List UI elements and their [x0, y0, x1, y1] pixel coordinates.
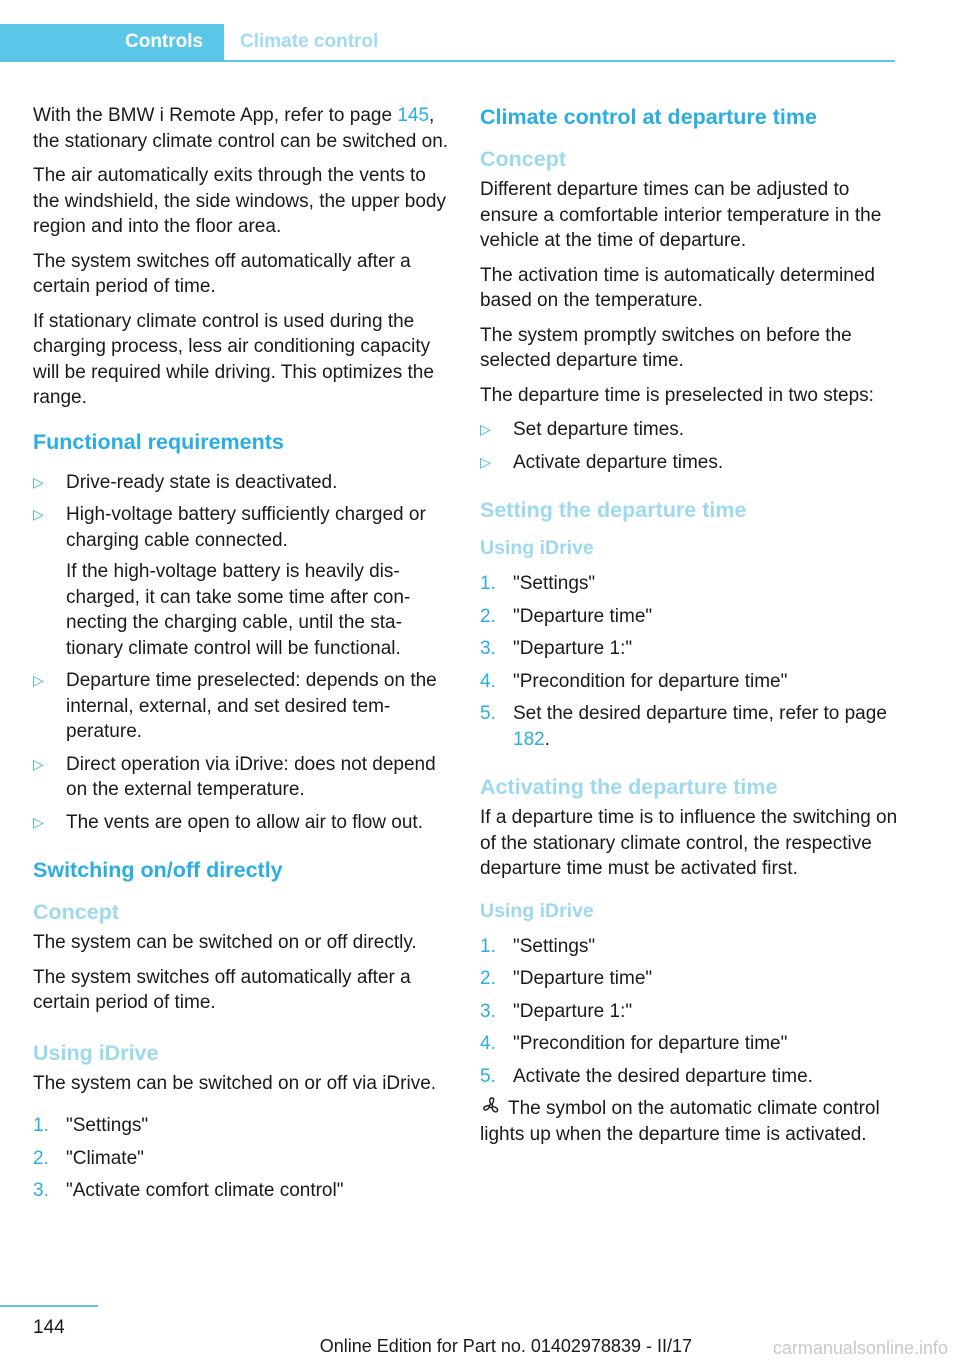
step-number: 5.: [480, 703, 496, 724]
using-idrive-heading-left: Using iDrive: [33, 1040, 159, 1065]
list-item: 2. "Departure time": [480, 966, 898, 992]
step-number: 3.: [480, 1000, 496, 1022]
setting-idrive-heading: Using iDrive: [480, 537, 594, 559]
list-item: ▷ Set departure times.: [480, 417, 898, 443]
intro-paragraph-1: With the BMW i Remote App, refer to page 145, the stationary climate control can be switched on.: [33, 105, 449, 152]
concept-heading-right: Concept: [480, 147, 566, 171]
step-number: 1.: [480, 935, 496, 957]
intro-paragraph-2: The air automatically exits through the vents to the windshield, the side windows, the upper body region and into the floor area.: [33, 165, 446, 237]
step-number: 3.: [33, 1180, 49, 1201]
list-item: 2. "Climate": [33, 1146, 451, 1172]
bullet-triangle-icon: ▷: [33, 755, 44, 772]
step-number: 4.: [480, 670, 496, 692]
list-item: ▷ High-voltage battery sufficiently charged or charging cable connected. If the high-voltage battery is heavily discharged, it can take some time after connecting the charging cable, until the stationary climate control will be functional.: [33, 502, 451, 661]
step-number: 1.: [33, 1115, 49, 1136]
bullet-triangle-icon: ▷: [33, 813, 44, 830]
list-item: 1. "Settings": [33, 1113, 451, 1139]
subsection-tab[interactable]: Climate control: [240, 31, 379, 52]
concept-paragraph-1: The system can be switched on or off directly.: [33, 932, 417, 953]
step-number: 2.: [480, 605, 496, 627]
bullet-triangle-icon: ▷: [33, 506, 44, 522]
step-number: 3.: [480, 638, 496, 659]
departure-concept-paragraph-3: The system promptly switches on before the selected departure time.: [480, 324, 852, 371]
departure-time-heading: Climate control at departure time: [480, 105, 817, 129]
footer-rule: [0, 1305, 98, 1307]
list-item: ▷ Drive-ready state is deactivated.: [33, 470, 451, 496]
departure-concept-paragraph-2: The activation time is automatically determined based on the temperature.: [480, 264, 875, 311]
list-item: 5. Set the desired departure time, refer to page 182.: [480, 703, 887, 750]
bullet-triangle-icon: ▷: [33, 473, 44, 490]
bullet-triangle-icon: ▷: [480, 453, 491, 470]
activating-steps-list: [480, 934, 898, 1090]
list-item: ▷ Direct operation via iDrive: does not depend on the external temperature.: [33, 753, 436, 800]
fan-icon: [480, 1096, 502, 1116]
right-column: [480, 103, 898, 1156]
activating-idrive-heading: Using iDrive: [480, 899, 594, 922]
departure-concept-paragraph-4: The departure time is preselected in two steps:: [480, 384, 874, 406]
list-item: ▷ The vents are open to allow air to flow out.: [33, 810, 451, 836]
list-item: 3. "Departure 1:": [480, 636, 898, 662]
idrive-paragraph: The system can be switched on or off via iDrive.: [33, 1072, 437, 1094]
watermark-text: carmanualsonline.info: [772, 1338, 948, 1358]
switching-heading: Switching on/off directly: [33, 858, 283, 882]
idrive-steps-list: [33, 1113, 451, 1204]
list-item: 1. "Settings": [480, 571, 898, 597]
list-item: 4. "Precondition for departure time": [480, 1031, 898, 1057]
departure-concept-paragraph-1: Different departure times can be adjusted to ensure a comfortable interior temperature in the vehicle at the time of departure.: [480, 179, 882, 251]
activating-departure-heading: Activating the departure time: [480, 775, 778, 799]
page-number: 144: [33, 1317, 65, 1338]
departure-steps-list: [480, 417, 898, 475]
list-item: 2. "Departure time": [480, 604, 898, 630]
list-item: ▷ Departure time preselected: depends on the internal, external, and set desired temperature.: [33, 670, 437, 742]
functional-requirements-heading: Functional requirements: [33, 429, 284, 454]
page-link-145[interactable]: 145: [397, 105, 430, 126]
step-number: 1.: [480, 573, 496, 594]
left-column: [33, 103, 451, 1211]
header-rule: [0, 60, 895, 62]
section-tab[interactable]: Controls: [0, 24, 224, 60]
symbol-note: The symbol on the automatic climate control lights up when the departure time is activated.: [480, 1098, 880, 1145]
list-item: 3. "Departure 1:": [480, 999, 898, 1025]
step-number: 2.: [480, 968, 496, 989]
functional-requirements-list: [33, 470, 451, 836]
activating-paragraph: If a departure time is to influence the switching on of the stationary climate control, the respective departure time must be activated first.: [480, 807, 898, 879]
list-item-note: If the high-voltage battery is heavily discharged, it can take some time after connecting the charging cable, until the stationary climate control will be functional.: [66, 561, 411, 659]
list-item: 1. "Settings": [480, 934, 898, 960]
page-header: [0, 24, 895, 62]
setting-departure-heading: Setting the departure time: [480, 498, 747, 522]
concept-paragraph-2: The system switches off automatically after a certain period of time.: [33, 966, 411, 1013]
setting-steps-list: [480, 571, 898, 752]
step-number: 2.: [33, 1147, 49, 1169]
intro-paragraph-3: The system switches off automatically after a certain period of time.: [33, 250, 411, 297]
bullet-triangle-icon: ▷: [480, 421, 491, 437]
page-link-182[interactable]: 182: [513, 728, 545, 750]
list-item: 5. Activate the desired departure time.: [480, 1064, 898, 1090]
intro-paragraph-4: If stationary climate control is used during the charging process, less air conditioning capacity will be required while driving. This optimizes the range.: [33, 310, 434, 408]
step-number: 5.: [480, 1065, 496, 1087]
bullet-triangle-icon: ▷: [33, 672, 44, 688]
list-item: 3. "Activate comfort climate control": [33, 1178, 451, 1204]
edition-text: Online Edition for Part no. 01402978839 - II/17: [319, 1336, 692, 1356]
step-number: 4.: [480, 1033, 496, 1054]
concept-heading-left: Concept: [33, 900, 119, 924]
list-item: ▷ Activate departure times.: [480, 450, 898, 476]
list-item: 4. "Precondition for departure time": [480, 669, 898, 695]
